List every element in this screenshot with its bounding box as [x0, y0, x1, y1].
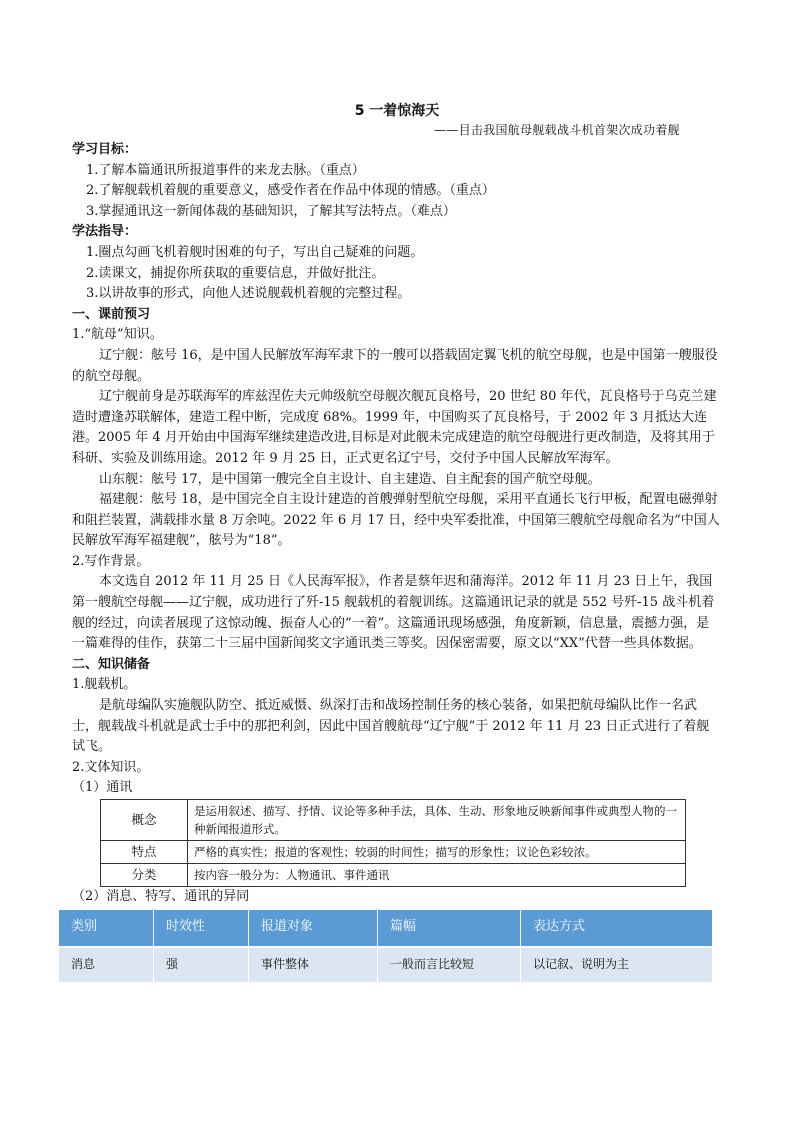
table-key: 特点 [101, 841, 188, 864]
column-header: 篇幅 [378, 910, 521, 947]
method-item: 3.以讲故事的形式，向他人述说舰载机着舰的完整过程。 [86, 286, 411, 302]
part2-heading: 二、知识储备 [72, 656, 151, 672]
table-value: 按内容一般分为：人物通讯、事件通讯 [188, 864, 686, 887]
part1-sub2: 2.写作背景。 [72, 553, 150, 569]
goal-item: 3.掌握通讯这一新闻体裁的基础知识，了解其写法特点。（难点） [86, 203, 456, 219]
paragraph-background: 本文选自 2012 年 11 月 25 日《人民海军报》，作者是蔡年迟和蒲海洋。2012 年 11 月 23 日上午，我国第一艘航空母舰——辽宁舰，成功进行了歼-15 舰载机的着舰训练。这篇通讯记录的就是 552 号歼-15 战斗机着舰的经过，向读者展现了这惊动魄、振奋人心的“一着”。这篇通讯现场感强，角度新颖，信息量，震撼力强，是一篇难得的佳作，获第二十三届中国新闻奖文字通讯类三等奖。因保密需要，原文以“XX”代替一些具体数据。 [72, 574, 715, 652]
table-header-row [59, 910, 713, 947]
part2-sub2: 2.文体知识。 [72, 759, 150, 775]
paragraph-carrier-aircraft: 是航母编队实施舰队防空、抵近威慑、纵深打击和战场控制任务的核心装备，如果把航母编队比作一名武士，舰载战斗机就是武士手中的那把利剑，因此中国首艘航母“辽宁舰”于 2012 年 11 月 23 日正式进行了着舰试飞。 [72, 698, 710, 755]
table2-title: （2）消息、特写、通讯的异同 [72, 889, 250, 904]
goal-item: 1.了解本篇通讯所报道事件的来龙去脉。（重点） [86, 162, 365, 178]
paragraph-liaoning: 辽宁舰：舷号 16，是中国人民解放军海军隶下的一艘可以搭载固定翼飞机的航空母舰，也是中国第一艘服役的航空母舰。 [72, 347, 718, 384]
paragraph-varyag: 辽宁舰前身是苏联海军的库兹涅佐夫元帅级航空母舰次舰瓦良格号，20 世纪 80 年代，瓦良格号于乌克兰建造时遭逢苏联解体，建造工程中断，完成度 68%。1999 年，中国购买了瓦良格号，于 2002 年 3 月抵达大连港。2005 年 4 月开始由中国海军继续建造改进,目标是对此舰未完成建造的航空母舰进行更改制造，及将其用于科研、实验及训练用途。2012 年 9 月 25 日，正式更名辽宁号，交付予中国人民解放军海军。 [72, 389, 717, 466]
paragraph-shandong: 山东舰：舷号 17，是中国第一艘完全自主设计、自主建造、自主配套的国产航空母舰。 [99, 471, 601, 487]
method-item: 2.读课文，捕捉你所获取的重要信息，并做好批注。 [86, 265, 385, 281]
table-cell: 以记叙、说明为主 [521, 947, 713, 982]
goals-heading: 学习目标： [72, 142, 138, 157]
table-row [101, 841, 686, 864]
column-header: 时效性 [154, 910, 249, 947]
goal-item: 2.了解舰载机着舰的重要意义，感受作者在作品中体现的情感。（重点） [86, 183, 495, 199]
part2-sub1: 1.舰载机。 [72, 677, 137, 693]
table-cell: 强 [154, 947, 249, 982]
tongxun-table [100, 799, 686, 887]
table-cell: 事件整体 [249, 947, 378, 982]
column-header: 报道对象 [249, 910, 378, 947]
paragraph-fujian: 福建舰：舷号 18，是中国完全自主设计建造的首艘弹射型航空母舰，采用平直通长飞行甲板，配置电磁弹射和阻拦装置，满载排水量 8 万余吨。2022 年 6 月 17 日，经中央军委批准，中国第三艘航空母舰命名为“中国人民解放军海军福建舰”，舷号为“18”。 [72, 492, 720, 549]
comparison-table [59, 910, 713, 982]
document-body [72, 140, 720, 982]
document-subtitle: ——目击我国航母舰载战斗机首架次成功着舰 [433, 123, 680, 137]
table-cell: 一般而言比较短 [378, 947, 521, 982]
table-row [59, 947, 713, 982]
part1-heading: 一、课前预习 [72, 306, 151, 322]
table-value: 是运用叙述、描写、抒情、议论等多种手法，具体、生动、形象地反映新闻事件或典型人物的一种新闻报道形式。 [188, 800, 686, 841]
table-key: 分类 [101, 864, 188, 887]
method-item: 1.圈点勾画飞机着舰时困难的句子，写出自己疑难的问题。 [86, 244, 424, 260]
document-title: 5 一着惊海天 [354, 103, 440, 119]
table-value: 严格的真实性；报道的客观性；较弱的时间性；描写的形象性；议论色彩较浓。 [188, 841, 686, 864]
methods-heading: 学法指导： [72, 224, 138, 240]
part1-sub1: 1.“航母”知识。 [72, 327, 163, 343]
table1-title: （1）通讯 [72, 780, 133, 796]
table-row [101, 864, 686, 887]
column-header: 类别 [59, 910, 154, 947]
table-row [101, 800, 686, 841]
table-key: 概念 [101, 800, 188, 841]
column-header: 表达方式 [521, 910, 713, 947]
table-cell: 消息 [59, 947, 154, 982]
